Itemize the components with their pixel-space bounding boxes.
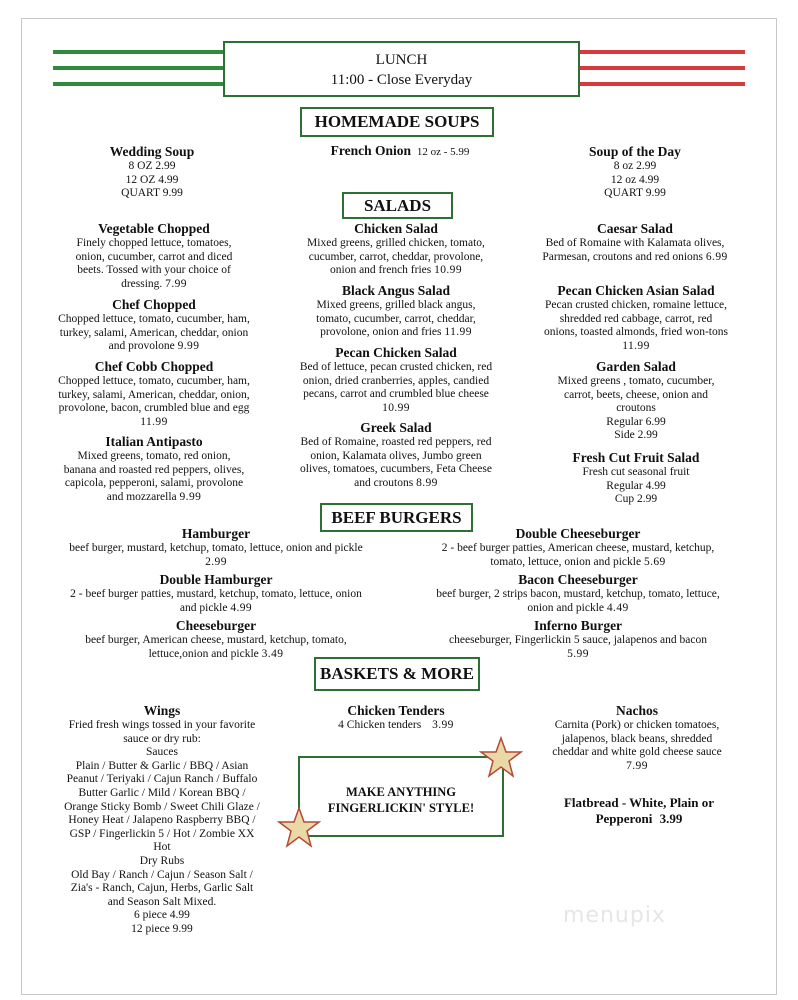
item-description: Mixed greens, grilled black angus, tomato, cucumber, carrot, cheddar, provolone, onion and fries <box>316 299 476 339</box>
item-price: QUART 9.99 <box>121 187 183 200</box>
banner-line: FINGERLICKIN' STYLE! <box>327 801 475 815</box>
item-description: Bed of Romaine with Kalamata olives, Parmesan, croutons and red onions <box>542 237 725 263</box>
item-price: 12 piece 9.99 <box>131 922 193 935</box>
item-title: Garden Salad <box>596 359 676 374</box>
menu-item-fresh-cut-fruit-salad <box>548 450 724 507</box>
menu-item-double-hamburger <box>68 572 364 615</box>
star-icon <box>277 806 321 848</box>
sauces-label: Sauces <box>146 746 178 759</box>
item-description: Bed of lettuce, pecan crusted chicken, red onion, dried cranberries, apples, candied pecans, carrot and crumbled blue cheese <box>299 361 493 401</box>
item-description: Bed of Romaine, roasted red peppers, red onion, Kalamata olives, Jumbo green olives, tomatoes, cucumbers, Feta Cheese and croutons <box>300 436 492 489</box>
menu-item-double-cheeseburger <box>428 526 728 569</box>
menu-item-garden-salad <box>548 359 724 443</box>
item-price: 11.99 <box>622 339 650 352</box>
item-description: Fresh cut seasonal fruit <box>582 466 690 478</box>
item-title: Wedding Soup <box>109 144 195 159</box>
item-title: Chef Chopped <box>112 297 196 312</box>
item-price: 9.99 <box>177 340 200 353</box>
item-description: Pecan crusted chicken, romaine lettuce, shredded red cabbage, carrot, red onions, toasted almonds, fried won-tons <box>544 299 728 339</box>
item-price: 12 oz - 5.99 <box>416 146 470 158</box>
item-price: 6 piece 4.99 <box>134 909 190 922</box>
menu-item-wedding-soup <box>72 144 232 201</box>
menu-item-greek-salad <box>296 420 496 490</box>
item-description: Carnita (Pork) or chicken tomatoes, jalapenos, black beans, shredded cheddar and white gold cheese sauce <box>552 719 722 759</box>
menu-item-caesar-salad <box>535 221 735 264</box>
item-price: 3.49 <box>261 647 284 660</box>
item-description: beef burger, American cheese, mustard, ketchup, tomato, lettuce,onion and pickle <box>85 634 347 660</box>
menu-item-soup-of-the-day <box>555 144 715 201</box>
menu-item-french-onion <box>290 144 510 160</box>
item-title: Hamburger <box>181 526 251 541</box>
item-title: Caesar Salad <box>597 221 673 236</box>
menu-item-cheeseburger <box>68 618 364 661</box>
item-price: 7.99 <box>165 277 187 290</box>
item-title: Chicken Tenders <box>347 703 445 718</box>
menu-item-black-angus-salad <box>300 283 492 340</box>
section-salads: SALADS <box>342 192 453 219</box>
menu-item-vegetable-chopped <box>64 221 244 291</box>
menu-item-wings <box>64 703 260 937</box>
item-price: 3.99 <box>659 811 683 826</box>
item-price: 8 OZ 2.99 <box>128 160 176 172</box>
menu-item-flatbread <box>556 795 722 827</box>
menu-item-chicken-salad <box>296 221 496 278</box>
menu-item-pecan-chicken-salad <box>296 345 496 415</box>
item-description: 2 - beef burger patties, American cheese, mustard, ketchup, tomato, lettuce, onion and pickle <box>441 542 715 568</box>
item-price: 8.99 <box>416 476 438 489</box>
item-price: QUART 9.99 <box>604 187 666 200</box>
item-title: Greek Salad <box>360 420 432 435</box>
menu-item-chef-chopped <box>58 297 250 354</box>
item-description: Fried fresh wings tossed in your favorite sauce or dry rub: <box>68 719 256 745</box>
item-description: cheeseburger, Fingerlickin 5 sauce, jalapenos and bacon <box>449 634 707 646</box>
item-price: 12 OZ 4.99 <box>125 173 179 186</box>
item-price: 10.99 <box>382 401 410 414</box>
item-price: 9.99 <box>179 490 202 503</box>
item-description: 2 - beef burger patties, mustard, ketchup, tomato, lettuce, onion and pickle <box>70 588 362 614</box>
item-title: Pecan Chicken Salad <box>335 345 457 360</box>
item-title: Fresh Cut Fruit Salad <box>572 450 700 465</box>
item-title: Chicken Salad <box>354 221 438 236</box>
section-homemade-soups: HOMEMADE SOUPS <box>300 107 494 137</box>
menu-item-nachos <box>543 703 731 773</box>
item-price: 7.99 <box>626 759 648 772</box>
item-title: French Onion <box>330 143 411 158</box>
item-description: 4 Chicken tenders <box>338 719 422 731</box>
item-price: 4.99 <box>230 601 253 614</box>
item-description: Chopped lettuce, tomato, cucumber, ham, turkey, salami, American, cheddar, onion and provolone <box>58 313 250 353</box>
item-description: beef burger, 2 strips bacon, mustard, ketchup, tomato, lettuce, onion and pickle <box>436 588 720 614</box>
item-description: Chopped lettuce, tomato, cucumber, ham, turkey, salami, American, cheddar, onion, provolone, bacon, crumbled blue and egg <box>58 375 250 415</box>
dry-rubs-label: Dry Rubs <box>139 854 185 867</box>
item-price: 3.99 <box>432 719 454 731</box>
menu-item-inferno-burger <box>446 618 710 661</box>
item-price: 8 oz 2.99 <box>613 160 657 172</box>
item-price: 6.99 <box>705 250 728 263</box>
section-beef-burgers: BEEF BURGERS <box>320 503 473 532</box>
menu-item-bacon-cheeseburger <box>422 572 734 615</box>
item-title: Soup of the Day <box>589 144 681 159</box>
banner-line: MAKE ANYTHING <box>345 785 457 799</box>
item-price: Side 2.99 <box>614 429 658 442</box>
item-title: Italian Antipasto <box>105 434 203 449</box>
header-box <box>223 41 580 97</box>
item-title: Inferno Burger <box>533 618 623 633</box>
item-description: Finely chopped lettuce, tomatoes, onion, cucumber, carrot and diced beets. Tossed with your choice of dressing. <box>75 237 233 290</box>
item-description: Mixed greens, grilled chicken, tomato, cucumber, carrot, cheddar, provolone, onion and french fries <box>307 237 485 277</box>
watermark-logo: menupix <box>563 903 666 928</box>
sauces-list: Plain / Butter & Garlic / BBQ / Asian Peanut / Teriyaki / Cajun Ranch / Buffalo Butter Garlic / Mild / Korean BBQ / Orange Sticky Bomb / Sweet Chili Glaze / Honey Heat / Jalapeno Raspberry BBQ / GSP / Fingerlickin 5 / Hot / Zombie XX Hot <box>64 759 260 854</box>
item-title: Cheeseburger <box>175 618 257 633</box>
item-price: 4.49 <box>606 601 629 614</box>
item-title: Double Hamburger <box>159 572 273 587</box>
item-price: 11.99 <box>140 415 168 428</box>
item-description: beef burger, mustard, ketchup, tomato, lettuce, onion and pickle <box>69 542 363 554</box>
item-title: Black Angus Salad <box>341 283 451 298</box>
menu-item-hamburger <box>68 526 364 569</box>
item-title: Wings <box>143 703 181 718</box>
header-title: LUNCH <box>375 52 428 68</box>
item-price: 10.99 <box>434 264 462 277</box>
item-price: 12 oz 4.99 <box>610 173 660 186</box>
item-title: Double Cheeseburger <box>515 526 641 541</box>
item-title: Pecan Chicken Asian Salad <box>557 283 715 298</box>
header-hours: 11:00 - Close Everyday <box>330 72 473 88</box>
menu-item-italian-antipasto <box>62 434 246 504</box>
item-title: Vegetable Chopped <box>98 221 210 236</box>
item-title: Chef Cobb Chopped <box>94 359 214 374</box>
item-price: 11.99 <box>444 326 472 339</box>
item-description: Mixed greens, tomato, red onion, banana and roasted red peppers, olives, capicola, pepperoni, salami, provolone and mozzarella <box>63 450 245 503</box>
item-price: 5.69 <box>643 555 666 568</box>
fingerlickin-style-banner <box>298 756 504 837</box>
item-price: 5.99 <box>567 647 589 660</box>
item-price: Regular 6.99 <box>606 415 666 428</box>
dry-rubs-list: Old Bay / Ranch / Cajun / Season Salt / Zia's - Ranch, Cajun, Herbs, Garlic Salt and Season Salt Mixed. <box>70 868 254 908</box>
item-price: 2.99 <box>205 555 227 568</box>
item-description: Mixed greens , tomato, cucumber, carrot, beets, cheese, onion and croutons <box>557 375 715 415</box>
section-baskets-and-more: BASKETS & MORE <box>314 657 480 691</box>
item-title: Flatbread - White, Plain or Pepperoni <box>563 795 715 826</box>
menu-item-chef-cobb-chopped <box>58 359 250 429</box>
item-title: Nachos <box>615 703 658 718</box>
menu-item-pecan-chicken-asian-salad <box>542 283 730 353</box>
item-price: Regular 4.99 <box>606 479 666 492</box>
item-price: Cup 2.99 <box>614 493 658 506</box>
item-title: Bacon Cheeseburger <box>518 572 638 587</box>
menu-item-chicken-tenders <box>300 703 492 733</box>
star-icon <box>479 736 523 778</box>
